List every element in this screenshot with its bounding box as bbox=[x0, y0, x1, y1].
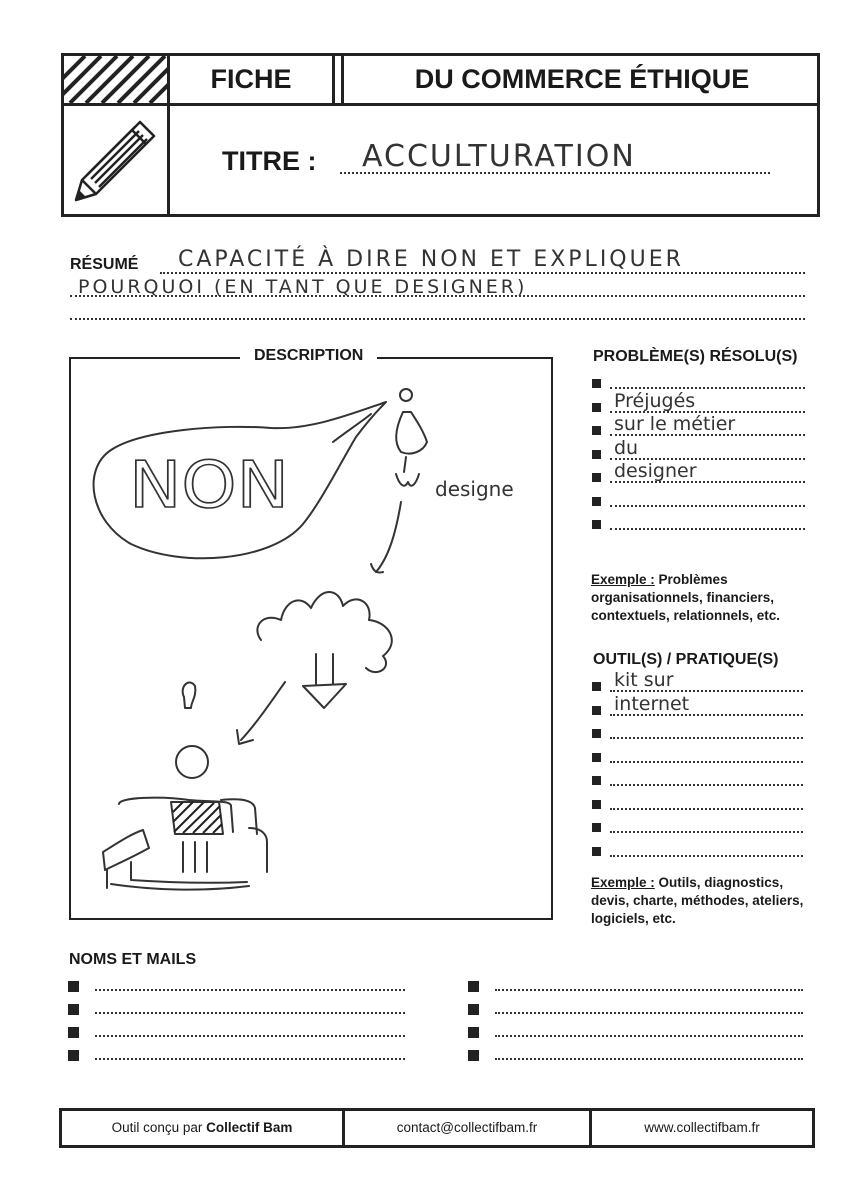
dotted-line bbox=[610, 737, 803, 739]
bullet-square-icon bbox=[592, 682, 601, 691]
outils-example-label: Exemple : bbox=[591, 875, 655, 890]
dotted-line bbox=[610, 855, 803, 857]
dotted-line bbox=[95, 989, 405, 991]
footer-credit-name: Collectif Bam bbox=[206, 1120, 293, 1135]
bullet-square-icon bbox=[592, 403, 601, 412]
bullet-square-icon bbox=[592, 823, 601, 832]
pencil-icon bbox=[70, 116, 160, 206]
problemes-example-label: Exemple : bbox=[591, 572, 655, 587]
bullet-square-icon bbox=[468, 981, 479, 992]
footer-website[interactable]: www.collectifbam.fr bbox=[644, 1120, 760, 1135]
dotted-line bbox=[95, 1012, 405, 1014]
bullet-square-icon bbox=[468, 1004, 479, 1015]
header-divider-horizontal bbox=[61, 103, 820, 106]
resume-text-2: POURQUOI (EN TANT QUE DESIGNER) bbox=[78, 276, 528, 298]
resume-text-1: CAPACITÉ À DIRE NON ET EXPLIQUER bbox=[178, 247, 684, 272]
bullet-square-icon bbox=[592, 729, 601, 738]
footer-email[interactable]: contact@collectifbam.fr bbox=[396, 1120, 538, 1135]
dotted-line bbox=[95, 1058, 405, 1060]
bullet-square-icon bbox=[592, 706, 601, 715]
description-label: DESCRIPTION bbox=[240, 347, 377, 365]
bullet-square-icon bbox=[468, 1027, 479, 1038]
footer-credit bbox=[62, 1120, 342, 1135]
sketch-designe-text: designe bbox=[435, 477, 514, 501]
sketch-non-text: NON bbox=[129, 449, 289, 523]
bullet-square-icon bbox=[468, 1050, 479, 1061]
footer-credit-prefix: Outil conçu par bbox=[111, 1120, 203, 1135]
titre-value: ACCULTURATION bbox=[362, 139, 636, 174]
problemes-title: PROBLÈME(S) RÉSOLU(S) bbox=[593, 348, 798, 365]
fiche-label: FICHE bbox=[210, 64, 292, 94]
list-item-text: internet bbox=[614, 692, 690, 715]
list-item-text: kit sur bbox=[614, 669, 674, 691]
problemes-example bbox=[591, 571, 806, 625]
bullet-square-icon bbox=[592, 520, 601, 529]
resume-line-3 bbox=[70, 318, 805, 320]
outils-title: OUTIL(S) / PRATIQUE(S) bbox=[593, 651, 779, 668]
outils-example bbox=[591, 874, 806, 928]
bullet-square-icon bbox=[68, 1050, 79, 1061]
resume-label: RÉSUMÉ bbox=[70, 256, 139, 273]
bullet-square-icon bbox=[592, 776, 601, 785]
bullet-square-icon bbox=[68, 1027, 79, 1038]
dotted-line bbox=[610, 831, 803, 833]
hatch-pattern-icon bbox=[64, 56, 167, 103]
dotted-line bbox=[610, 761, 803, 763]
bullet-square-icon bbox=[592, 426, 601, 435]
subject-label: DU COMMERCE ÉTHIQUE bbox=[414, 64, 750, 94]
list-item-text: du bbox=[614, 436, 639, 459]
dotted-line bbox=[495, 1012, 803, 1014]
dotted-line bbox=[610, 505, 805, 507]
bullet-square-icon bbox=[592, 753, 601, 762]
dotted-line bbox=[610, 784, 803, 786]
header-divider-double-a bbox=[332, 53, 335, 106]
description-sketch bbox=[71, 372, 551, 917]
dotted-line bbox=[610, 808, 803, 810]
dotted-line bbox=[495, 1035, 803, 1037]
dotted-line bbox=[610, 528, 805, 530]
bullet-square-icon bbox=[68, 1004, 79, 1015]
dotted-line bbox=[95, 1035, 405, 1037]
dotted-line bbox=[495, 989, 803, 991]
list-item-text: Préjugés bbox=[614, 389, 696, 412]
list-item-text: designer bbox=[614, 460, 697, 482]
bullet-square-icon bbox=[592, 473, 601, 482]
problemes-example-text: Problèmes organisationnels, financiers, contextuels, relationnels, etc. bbox=[591, 572, 781, 623]
bullet-square-icon bbox=[592, 450, 601, 459]
resume-line-1 bbox=[160, 272, 805, 274]
outils-example-text: Outils, diagnostics, devis, charte, méthodes, ateliers, logiciels, etc. bbox=[591, 875, 804, 926]
bullet-square-icon bbox=[592, 800, 601, 809]
bullet-square-icon bbox=[68, 981, 79, 992]
noms-title: NOMS ET MAILS bbox=[69, 951, 197, 968]
dotted-line bbox=[495, 1058, 803, 1060]
list-item-text: sur le métier bbox=[614, 413, 736, 435]
bullet-square-icon bbox=[592, 379, 601, 388]
bullet-square-icon bbox=[592, 847, 601, 856]
titre-label: TITRE : bbox=[222, 146, 317, 176]
bullet-square-icon bbox=[592, 497, 601, 506]
